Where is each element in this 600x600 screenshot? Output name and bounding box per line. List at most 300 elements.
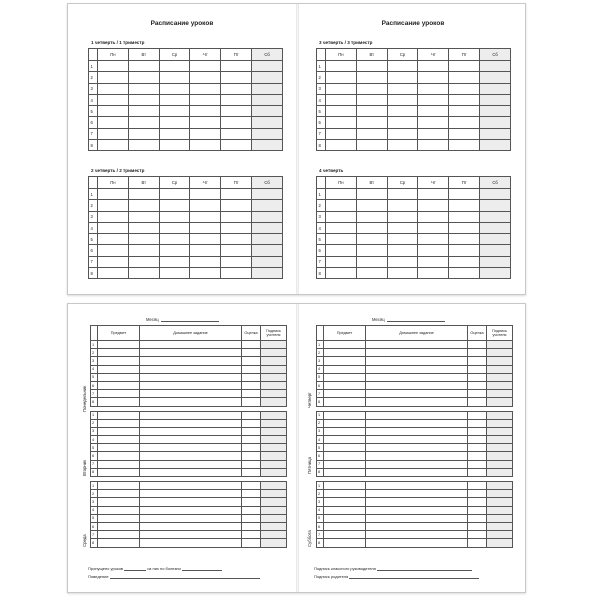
schedule-cell[interactable] <box>387 222 418 233</box>
signature-cell[interactable] <box>261 514 287 522</box>
homework-cell[interactable] <box>140 522 242 530</box>
schedule-cell[interactable] <box>252 211 283 222</box>
schedule-cell[interactable] <box>326 256 357 267</box>
subject-cell[interactable] <box>98 444 140 452</box>
schedule-cell[interactable] <box>128 117 159 128</box>
signature-cell[interactable] <box>487 482 513 490</box>
schedule-cell[interactable] <box>418 72 449 83</box>
schedule-cell[interactable] <box>221 211 252 222</box>
grade-cell[interactable] <box>242 427 261 435</box>
schedule-cell[interactable] <box>221 245 252 256</box>
schedule-cell[interactable] <box>128 106 159 117</box>
schedule-cell[interactable] <box>221 94 252 105</box>
homework-cell[interactable] <box>140 373 242 381</box>
signature-cell[interactable] <box>261 490 287 498</box>
schedule-cell[interactable] <box>159 72 190 83</box>
schedule-cell[interactable] <box>159 211 190 222</box>
schedule-cell[interactable] <box>159 106 190 117</box>
grade-cell[interactable] <box>468 482 487 490</box>
signature-cell[interactable] <box>261 411 287 419</box>
grade-cell[interactable] <box>242 357 261 365</box>
grade-cell[interactable] <box>468 490 487 498</box>
homework-cell[interactable] <box>366 427 468 435</box>
homework-cell[interactable] <box>140 460 242 468</box>
subject-cell[interactable] <box>324 490 366 498</box>
grade-cell[interactable] <box>242 398 261 406</box>
schedule-cell[interactable] <box>221 268 252 279</box>
homework-cell[interactable] <box>140 506 242 514</box>
schedule-cell[interactable] <box>98 200 129 211</box>
grade-cell[interactable] <box>468 452 487 460</box>
homework-cell[interactable] <box>140 411 242 419</box>
schedule-cell[interactable] <box>128 200 159 211</box>
grade-cell[interactable] <box>242 444 261 452</box>
schedule-cell[interactable] <box>418 211 449 222</box>
schedule-cell[interactable] <box>128 245 159 256</box>
signature-cell[interactable] <box>487 411 513 419</box>
signature-cell[interactable] <box>261 531 287 539</box>
homework-cell[interactable] <box>140 436 242 444</box>
schedule-cell[interactable] <box>480 94 511 105</box>
schedule-cell[interactable] <box>159 256 190 267</box>
subject-cell[interactable] <box>98 452 140 460</box>
schedule-cell[interactable] <box>190 140 221 151</box>
schedule-cell[interactable] <box>449 140 480 151</box>
signature-cell[interactable] <box>261 419 287 427</box>
schedule-cell[interactable] <box>221 256 252 267</box>
homework-cell[interactable] <box>140 398 242 406</box>
subject-cell[interactable] <box>98 373 140 381</box>
signature-cell[interactable] <box>487 373 513 381</box>
grade-cell[interactable] <box>468 341 487 349</box>
schedule-cell[interactable] <box>252 61 283 72</box>
schedule-cell[interactable] <box>159 268 190 279</box>
schedule-cell[interactable] <box>449 128 480 139</box>
subject-cell[interactable] <box>98 531 140 539</box>
schedule-cell[interactable] <box>387 128 418 139</box>
grade-cell[interactable] <box>242 460 261 468</box>
signature-cell[interactable] <box>487 349 513 357</box>
schedule-cell[interactable] <box>356 128 387 139</box>
schedule-cell[interactable] <box>449 200 480 211</box>
schedule-cell[interactable] <box>128 189 159 200</box>
subject-cell[interactable] <box>98 349 140 357</box>
grade-cell[interactable] <box>468 468 487 476</box>
signature-cell[interactable] <box>487 419 513 427</box>
schedule-cell[interactable] <box>128 94 159 105</box>
grade-cell[interactable] <box>242 522 261 530</box>
subject-cell[interactable] <box>324 436 366 444</box>
homework-cell[interactable] <box>140 390 242 398</box>
schedule-cell[interactable] <box>252 189 283 200</box>
schedule-cell[interactable] <box>356 117 387 128</box>
schedule-cell[interactable] <box>190 211 221 222</box>
schedule-cell[interactable] <box>190 106 221 117</box>
grade-cell[interactable] <box>242 482 261 490</box>
schedule-cell[interactable] <box>449 72 480 83</box>
schedule-cell[interactable] <box>128 128 159 139</box>
grade-cell[interactable] <box>242 411 261 419</box>
grade-cell[interactable] <box>242 531 261 539</box>
schedule-cell[interactable] <box>128 72 159 83</box>
schedule-cell[interactable] <box>480 189 511 200</box>
subject-cell[interactable] <box>98 468 140 476</box>
subject-cell[interactable] <box>324 522 366 530</box>
schedule-cell[interactable] <box>128 61 159 72</box>
subject-cell[interactable] <box>98 482 140 490</box>
schedule-cell[interactable] <box>480 200 511 211</box>
schedule-cell[interactable] <box>190 94 221 105</box>
signature-cell[interactable] <box>261 365 287 373</box>
grade-cell[interactable] <box>242 381 261 389</box>
subject-cell[interactable] <box>324 514 366 522</box>
homework-cell[interactable] <box>140 468 242 476</box>
schedule-cell[interactable] <box>128 234 159 245</box>
subject-cell[interactable] <box>324 482 366 490</box>
schedule-cell[interactable] <box>480 234 511 245</box>
homework-cell[interactable] <box>140 539 242 547</box>
schedule-cell[interactable] <box>98 234 129 245</box>
signature-cell[interactable] <box>487 531 513 539</box>
schedule-cell[interactable] <box>221 200 252 211</box>
schedule-cell[interactable] <box>326 94 357 105</box>
schedule-cell[interactable] <box>98 222 129 233</box>
signature-cell[interactable] <box>261 444 287 452</box>
schedule-cell[interactable] <box>326 189 357 200</box>
subject-cell[interactable] <box>98 357 140 365</box>
signature-cell[interactable] <box>487 365 513 373</box>
signature-cell[interactable] <box>261 349 287 357</box>
schedule-cell[interactable] <box>221 189 252 200</box>
schedule-cell[interactable] <box>252 222 283 233</box>
schedule-cell[interactable] <box>252 140 283 151</box>
schedule-cell[interactable] <box>480 106 511 117</box>
grade-cell[interactable] <box>242 468 261 476</box>
schedule-cell[interactable] <box>98 72 129 83</box>
homework-cell[interactable] <box>140 531 242 539</box>
homework-cell[interactable] <box>140 444 242 452</box>
schedule-cell[interactable] <box>221 222 252 233</box>
schedule-cell[interactable] <box>356 140 387 151</box>
schedule-cell[interactable] <box>190 189 221 200</box>
grade-cell[interactable] <box>242 365 261 373</box>
schedule-cell[interactable] <box>159 94 190 105</box>
homework-cell[interactable] <box>366 452 468 460</box>
grade-cell[interactable] <box>468 539 487 547</box>
grade-cell[interactable] <box>242 419 261 427</box>
schedule-cell[interactable] <box>159 200 190 211</box>
grade-cell[interactable] <box>468 411 487 419</box>
schedule-cell[interactable] <box>387 140 418 151</box>
schedule-cell[interactable] <box>98 128 129 139</box>
grade-cell[interactable] <box>468 398 487 406</box>
signature-cell[interactable] <box>487 381 513 389</box>
grade-cell[interactable] <box>242 539 261 547</box>
schedule-cell[interactable] <box>480 117 511 128</box>
signature-cell[interactable] <box>487 390 513 398</box>
schedule-cell[interactable] <box>449 245 480 256</box>
grade-cell[interactable] <box>468 514 487 522</box>
schedule-cell[interactable] <box>98 211 129 222</box>
schedule-cell[interactable] <box>252 128 283 139</box>
schedule-cell[interactable] <box>449 106 480 117</box>
subject-cell[interactable] <box>98 365 140 373</box>
homework-cell[interactable] <box>366 531 468 539</box>
schedule-cell[interactable] <box>418 106 449 117</box>
schedule-cell[interactable] <box>356 94 387 105</box>
schedule-cell[interactable] <box>326 72 357 83</box>
schedule-cell[interactable] <box>98 94 129 105</box>
signature-cell[interactable] <box>261 522 287 530</box>
subject-cell[interactable] <box>98 460 140 468</box>
signature-cell[interactable] <box>487 514 513 522</box>
signature-cell[interactable] <box>487 522 513 530</box>
grade-cell[interactable] <box>468 349 487 357</box>
homework-cell[interactable] <box>366 341 468 349</box>
schedule-cell[interactable] <box>387 94 418 105</box>
subject-cell[interactable] <box>98 506 140 514</box>
schedule-cell[interactable] <box>418 61 449 72</box>
homework-cell[interactable] <box>140 357 242 365</box>
schedule-cell[interactable] <box>326 117 357 128</box>
schedule-cell[interactable] <box>252 83 283 94</box>
schedule-cell[interactable] <box>449 222 480 233</box>
schedule-cell[interactable] <box>159 128 190 139</box>
homework-cell[interactable] <box>140 482 242 490</box>
grade-cell[interactable] <box>242 506 261 514</box>
schedule-cell[interactable] <box>326 211 357 222</box>
grade-cell[interactable] <box>468 522 487 530</box>
homework-cell[interactable] <box>140 349 242 357</box>
subject-cell[interactable] <box>324 427 366 435</box>
subject-cell[interactable] <box>98 411 140 419</box>
schedule-cell[interactable] <box>387 245 418 256</box>
subject-cell[interactable] <box>324 357 366 365</box>
schedule-cell[interactable] <box>418 234 449 245</box>
signature-cell[interactable] <box>487 452 513 460</box>
schedule-cell[interactable] <box>356 222 387 233</box>
schedule-cell[interactable] <box>98 117 129 128</box>
schedule-cell[interactable] <box>356 256 387 267</box>
grade-cell[interactable] <box>468 436 487 444</box>
grade-cell[interactable] <box>468 531 487 539</box>
schedule-cell[interactable] <box>449 268 480 279</box>
schedule-cell[interactable] <box>356 268 387 279</box>
schedule-cell[interactable] <box>449 94 480 105</box>
homework-cell[interactable] <box>366 436 468 444</box>
schedule-cell[interactable] <box>98 268 129 279</box>
schedule-cell[interactable] <box>326 128 357 139</box>
signature-cell[interactable] <box>487 468 513 476</box>
schedule-cell[interactable] <box>449 189 480 200</box>
schedule-cell[interactable] <box>480 268 511 279</box>
schedule-cell[interactable] <box>387 72 418 83</box>
schedule-cell[interactable] <box>356 189 387 200</box>
schedule-cell[interactable] <box>387 211 418 222</box>
homework-cell[interactable] <box>140 514 242 522</box>
subject-cell[interactable] <box>98 436 140 444</box>
schedule-cell[interactable] <box>190 72 221 83</box>
schedule-cell[interactable] <box>326 140 357 151</box>
schedule-cell[interactable] <box>418 222 449 233</box>
schedule-cell[interactable] <box>387 200 418 211</box>
signature-cell[interactable] <box>487 539 513 547</box>
signature-cell[interactable] <box>487 460 513 468</box>
grade-cell[interactable] <box>468 419 487 427</box>
schedule-cell[interactable] <box>128 83 159 94</box>
schedule-cell[interactable] <box>356 234 387 245</box>
schedule-cell[interactable] <box>159 234 190 245</box>
schedule-cell[interactable] <box>418 83 449 94</box>
signature-cell[interactable] <box>261 373 287 381</box>
schedule-cell[interactable] <box>356 211 387 222</box>
subject-cell[interactable] <box>98 419 140 427</box>
schedule-cell[interactable] <box>252 94 283 105</box>
homework-cell[interactable] <box>366 419 468 427</box>
signature-cell[interactable] <box>261 427 287 435</box>
schedule-cell[interactable] <box>326 200 357 211</box>
schedule-cell[interactable] <box>387 117 418 128</box>
grade-cell[interactable] <box>468 381 487 389</box>
schedule-cell[interactable] <box>387 189 418 200</box>
schedule-cell[interactable] <box>128 256 159 267</box>
schedule-cell[interactable] <box>418 245 449 256</box>
subject-cell[interactable] <box>324 411 366 419</box>
grade-cell[interactable] <box>468 373 487 381</box>
schedule-cell[interactable] <box>190 83 221 94</box>
grade-cell[interactable] <box>468 460 487 468</box>
schedule-cell[interactable] <box>190 222 221 233</box>
schedule-cell[interactable] <box>418 256 449 267</box>
grade-cell[interactable] <box>242 373 261 381</box>
schedule-cell[interactable] <box>449 117 480 128</box>
schedule-cell[interactable] <box>159 189 190 200</box>
schedule-cell[interactable] <box>252 106 283 117</box>
homework-cell[interactable] <box>366 357 468 365</box>
homework-cell[interactable] <box>366 490 468 498</box>
schedule-cell[interactable] <box>128 140 159 151</box>
schedule-cell[interactable] <box>98 61 129 72</box>
schedule-cell[interactable] <box>252 72 283 83</box>
schedule-cell[interactable] <box>356 83 387 94</box>
schedule-cell[interactable] <box>449 211 480 222</box>
homework-cell[interactable] <box>366 498 468 506</box>
subject-cell[interactable] <box>98 427 140 435</box>
subject-cell[interactable] <box>324 452 366 460</box>
grade-cell[interactable] <box>468 444 487 452</box>
signature-cell[interactable] <box>261 498 287 506</box>
schedule-cell[interactable] <box>356 245 387 256</box>
schedule-cell[interactable] <box>418 268 449 279</box>
schedule-cell[interactable] <box>480 222 511 233</box>
subject-cell[interactable] <box>98 539 140 547</box>
schedule-cell[interactable] <box>326 268 357 279</box>
schedule-cell[interactable] <box>128 222 159 233</box>
schedule-cell[interactable] <box>356 106 387 117</box>
schedule-cell[interactable] <box>221 72 252 83</box>
signature-cell[interactable] <box>261 357 287 365</box>
grade-cell[interactable] <box>242 341 261 349</box>
schedule-cell[interactable] <box>449 61 480 72</box>
grade-cell[interactable] <box>468 498 487 506</box>
schedule-cell[interactable] <box>326 245 357 256</box>
subject-cell[interactable] <box>98 390 140 398</box>
schedule-cell[interactable] <box>480 211 511 222</box>
grade-cell[interactable] <box>242 436 261 444</box>
homework-cell[interactable] <box>366 398 468 406</box>
subject-cell[interactable] <box>324 381 366 389</box>
schedule-cell[interactable] <box>418 117 449 128</box>
schedule-cell[interactable] <box>480 245 511 256</box>
schedule-cell[interactable] <box>252 200 283 211</box>
grade-cell[interactable] <box>468 506 487 514</box>
subject-cell[interactable] <box>98 381 140 389</box>
homework-cell[interactable] <box>366 468 468 476</box>
subject-cell[interactable] <box>324 373 366 381</box>
schedule-cell[interactable] <box>159 61 190 72</box>
schedule-cell[interactable] <box>418 94 449 105</box>
signature-cell[interactable] <box>261 381 287 389</box>
signature-cell[interactable] <box>487 357 513 365</box>
grade-cell[interactable] <box>242 490 261 498</box>
schedule-cell[interactable] <box>418 140 449 151</box>
schedule-cell[interactable] <box>326 222 357 233</box>
subject-cell[interactable] <box>324 531 366 539</box>
signature-cell[interactable] <box>487 444 513 452</box>
schedule-cell[interactable] <box>480 128 511 139</box>
schedule-cell[interactable] <box>98 245 129 256</box>
signature-cell[interactable] <box>487 498 513 506</box>
signature-cell[interactable] <box>487 436 513 444</box>
homework-cell[interactable] <box>366 522 468 530</box>
subject-cell[interactable] <box>324 390 366 398</box>
subject-cell[interactable] <box>324 349 366 357</box>
subject-cell[interactable] <box>324 460 366 468</box>
signature-cell[interactable] <box>261 452 287 460</box>
schedule-cell[interactable] <box>356 72 387 83</box>
schedule-cell[interactable] <box>252 245 283 256</box>
subject-cell[interactable] <box>324 506 366 514</box>
schedule-cell[interactable] <box>128 268 159 279</box>
homework-cell[interactable] <box>366 349 468 357</box>
subject-cell[interactable] <box>98 490 140 498</box>
homework-cell[interactable] <box>140 452 242 460</box>
grade-cell[interactable] <box>242 390 261 398</box>
schedule-cell[interactable] <box>418 200 449 211</box>
schedule-cell[interactable] <box>159 245 190 256</box>
schedule-cell[interactable] <box>387 106 418 117</box>
signature-cell[interactable] <box>261 398 287 406</box>
subject-cell[interactable] <box>98 514 140 522</box>
subject-cell[interactable] <box>98 522 140 530</box>
homework-cell[interactable] <box>140 419 242 427</box>
homework-cell[interactable] <box>366 365 468 373</box>
homework-cell[interactable] <box>366 539 468 547</box>
grade-cell[interactable] <box>468 357 487 365</box>
schedule-cell[interactable] <box>480 61 511 72</box>
subject-cell[interactable] <box>324 539 366 547</box>
schedule-cell[interactable] <box>221 128 252 139</box>
subject-cell[interactable] <box>324 498 366 506</box>
subject-cell[interactable] <box>324 398 366 406</box>
schedule-cell[interactable] <box>98 140 129 151</box>
signature-cell[interactable] <box>487 398 513 406</box>
schedule-cell[interactable] <box>418 128 449 139</box>
schedule-cell[interactable] <box>449 83 480 94</box>
grade-cell[interactable] <box>242 349 261 357</box>
schedule-cell[interactable] <box>326 106 357 117</box>
grade-cell[interactable] <box>242 514 261 522</box>
